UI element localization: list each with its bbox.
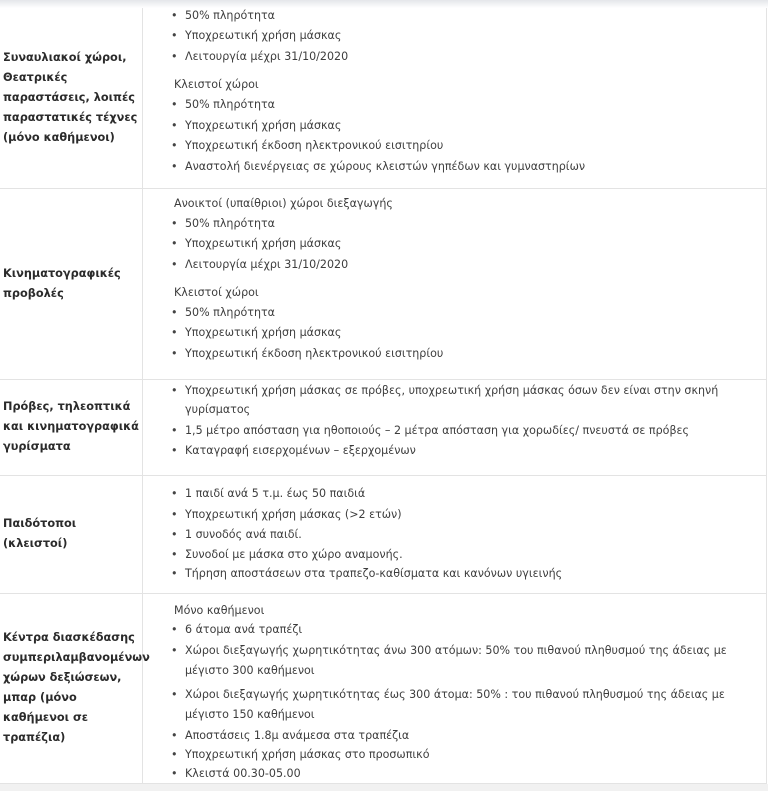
section-heading: Κλειστοί χώροι xyxy=(174,78,259,91)
list-item: • Τήρηση αποστάσεων στα τραπεζο-καθίσματα και κανόνων υγιεινής xyxy=(159,565,758,583)
list-item: • Υποχρεωτική χρήση μάσκας xyxy=(159,117,758,135)
list-item: • Υποχρεωτική χρήση μάσκας σε πρόβες, υποχρεωτική χρήση μάσκας όσων δεν είναι στην σκηνή γυρίσματος xyxy=(159,381,758,419)
bottom-edge xyxy=(0,784,768,791)
measures-table xyxy=(0,8,767,785)
list-item: • Αποστάσεις 1.8μ ανάμεσα στα τραπέζια xyxy=(159,727,758,745)
list-item: • 50% πληρότητα xyxy=(159,215,758,233)
row-label-cell xyxy=(0,475,143,593)
list-item: • Λειτουργία μέχρι 31/10/2020 xyxy=(159,48,758,66)
row-label: Κινηματογραφικές προβολές xyxy=(3,266,121,300)
row-label-cell xyxy=(0,188,143,379)
row-label-cell xyxy=(0,379,143,475)
list-item: • Υποχρεωτική χρήση μάσκας (>2 ετών) xyxy=(159,506,758,524)
section-heading: Κλειστοί χώροι xyxy=(174,286,259,299)
list-item: • 6 άτομα ανά τραπέζι xyxy=(159,621,758,639)
row-label: Παιδότοποι (κλειστοί) xyxy=(3,517,77,550)
list-item: • Καταγραφή εισερχομένων – εξερχομένων xyxy=(159,442,758,460)
list-item: • Υποχρεωτική χρήση μάσκας xyxy=(159,27,758,45)
list-item: • Υποχρεωτική χρήση μάσκας xyxy=(159,324,758,342)
list-item: • Υποχρεωτική χρήση μάσκας xyxy=(159,235,758,253)
table-row xyxy=(0,593,766,784)
list-item: • 50% πληρότητα xyxy=(159,304,758,322)
list-item: • 1,5 μέτρο απόσταση για ηθοποιούς – 2 μέτρα απόσταση για χορωδίες/ πνευστά σε πρόβες xyxy=(159,422,758,440)
section-heading: Μόνο καθήμενοι xyxy=(174,604,265,617)
list-item: • Συνοδοί με μάσκα στο χώρο αναμονής. xyxy=(159,546,758,564)
row-label-cell xyxy=(0,593,150,783)
list-item: • Υποχρεωτική χρήση μάσκας στο προσωπικό xyxy=(159,746,758,764)
row-label: Πρόβες, τηλεοπτικά και κινηματογραφικά γυρίσματα xyxy=(3,400,139,453)
table-row xyxy=(0,379,766,476)
list-item: • 50% πληρότητα xyxy=(159,96,758,114)
table-row xyxy=(0,475,766,594)
list-item: • Χώροι διεξαγωγής χωρητικότητας έως 300 άτομα: 50% : του πιθανού πληθυσμού της άδειας με μέγιστο 150 καθήμενοι xyxy=(159,685,758,725)
table-row xyxy=(0,188,766,380)
row-label: Συναυλιακοί χώροι, Θεατρικές παραστάσεις, λοιπές παραστατικές τέχνες (μόνο καθήμενοι) xyxy=(3,51,138,144)
list-item: • 50% πληρότητα xyxy=(159,7,758,25)
list-item: • 1 παιδί ανά 5 τ.μ. έως 50 παιδιά xyxy=(159,485,758,503)
table-row xyxy=(0,8,766,189)
list-item: • Κλειστά 00.30-05.00 xyxy=(159,765,758,783)
row-label-cell xyxy=(0,8,143,188)
list-item: • Αναστολή διενέργειας σε χώρους κλειστών γηπέδων και γυμναστηρίων xyxy=(159,158,758,176)
list-item: • Χώροι διεξαγωγής χωρητικότητας άνω 300 ατόμων: 50% του πιθανού πληθυσμού της άδειας με μέγιστο 300 καθήμενοι xyxy=(159,641,758,681)
list-item: • Λειτουργία μέχρι 31/10/2020 xyxy=(159,256,758,274)
list-item: • Υποχρεωτική έκδοση ηλεκτρονικού εισιτηρίου xyxy=(159,345,758,363)
list-item: • 1 συνοδός ανά παιδί. xyxy=(159,526,758,544)
section-heading: Ανοικτοί (υπαίθριοι) χώροι διεξαγωγής xyxy=(174,197,393,210)
list-item: • Υποχρεωτική έκδοση ηλεκτρονικού εισιτηρίου xyxy=(159,137,758,155)
row-label: Κέντρα διασκέδασης συμπεριλαμβανομένων χώρων δεξιώσεων, μπαρ (μόνο καθήμενοι σε τραπέζια) xyxy=(3,631,150,744)
